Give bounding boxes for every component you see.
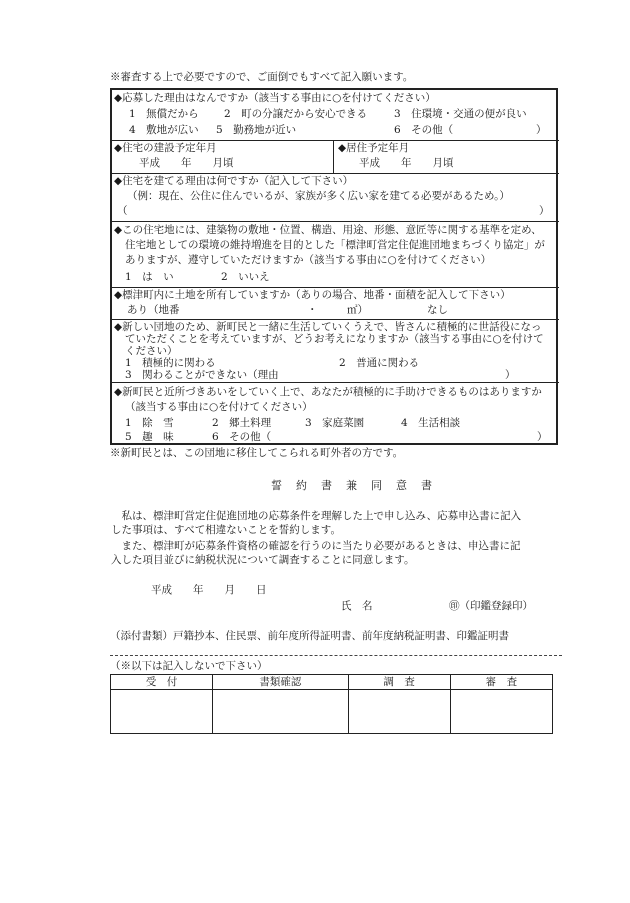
reason-option-5[interactable]: 5 勤務地が近い (216, 124, 297, 136)
community-section (111, 319, 559, 383)
oath-date[interactable]: 平成 年 月 日 (151, 584, 267, 596)
move-schedule-label: ◆居住予定年月 (338, 142, 410, 154)
neighbors-line-2: （該当する事由に○を付けてください） (125, 401, 313, 413)
build-reason-close: ） (539, 205, 550, 217)
office-cell-reception (111, 690, 213, 734)
oath-paragraph-2-line-2: 入した項目並びに納税状況について調査することに同意します。 (111, 554, 415, 566)
office-use-note: （※以下は記入しないで下さい） (110, 660, 268, 672)
community-option-3-close: ） (505, 369, 516, 381)
neighbors-option-3[interactable]: 3 家庭菜園 (305, 417, 365, 429)
office-cell-review (450, 690, 552, 734)
land-section (111, 287, 559, 320)
neighbors-option-2[interactable]: 2 郷土料理 (212, 417, 272, 429)
seal-label: ㊞（印鑑登録印） (449, 600, 533, 612)
neighbors-line-1: ◆新町民と近所づきあいをしていく上で、あなたが積極的に手助けできるものはありますか (114, 386, 542, 398)
schedule-divider (333, 140, 334, 173)
reason-question: ◆応募した理由はなんですか（該当する事由に○を付けてください） (114, 92, 436, 104)
office-header-document-check: 書類確認 (213, 675, 348, 690)
land-question: ◆標津町内に土地を所有していますか（ありの場合、地番・面積を記入して下さい） (114, 289, 511, 301)
office-cell-investigation (348, 690, 450, 734)
office-header-review: 審 査 (450, 675, 552, 690)
agreement-section (111, 221, 559, 288)
attachments-list: （添付書類）戸籍抄本、住民票、前年度所得証明書、前年度納税証明書、印鑑証明書 (110, 630, 509, 642)
reason-option-6-close: ） (536, 124, 547, 136)
agreement-no[interactable]: 2 いいえ (221, 271, 270, 283)
build-schedule-date[interactable]: 平成 年 月頃 (139, 157, 234, 169)
reason-option-6[interactable]: 6 その他（ (394, 124, 454, 136)
land-no[interactable]: なし (427, 304, 448, 316)
reason-section (111, 90, 559, 141)
agreement-line-1: ◆この住宅地には、建築物の敷地・位置、構造、用途、形態、意匠等に関する基準を定め、 (114, 224, 542, 236)
build-schedule-label: ◆住宅の建設予定年月 (114, 142, 217, 154)
office-header-reception: 受 付 (111, 675, 213, 690)
reason-option-2[interactable]: 2 町の分譲だから安心できる (224, 108, 368, 120)
neighbors-option-6-close: ） (537, 431, 548, 443)
community-option-3[interactable]: 3 関わることができない（理由 (125, 369, 279, 381)
community-option-1[interactable]: 1 積極的に関わる (125, 357, 216, 369)
office-use-table (110, 674, 553, 734)
build-reason-section (111, 173, 559, 222)
oath-paragraph-2-line-1: また、標津町が応募条件資格の確認を行うのに当たり必要があるときは、申込書に記 (111, 540, 521, 552)
agreement-line-2: 住宅地としての環境の維持増進を目的とした「標津町営定住促進団地まちづくり協定」が (125, 239, 545, 251)
build-reason-example: （例：現在、公住に住んでいるが、家族が多く広い家を建てる必要があるため。） (127, 190, 510, 202)
land-separator: ・ (307, 304, 318, 316)
neighbors-option-5[interactable]: 5 趣 味 (125, 431, 174, 443)
agreement-line-3: ありますが、遵守していただけますか（該当する事由に○を付けてください） (125, 254, 492, 266)
neighbors-option-4[interactable]: 4 生活相談 (401, 417, 461, 429)
signature-name-label: 氏 名 (341, 600, 373, 612)
move-schedule-date[interactable]: 平成 年 月頃 (359, 157, 454, 169)
cut-line (110, 655, 562, 656)
oath-paragraph-1-line-2: した事項は、すべて相違ないことを誓約します。 (111, 524, 341, 536)
community-line-1: ◆新しい団地のため、新町民と一緒に生活していくうえで、皆さんに積極的に世話役になっ (114, 321, 542, 333)
community-line-2: ていただくことを考えていますが、どうお考えになりますか（該当する事由に○を付けて (125, 333, 544, 345)
neighbors-section (111, 382, 559, 443)
reason-option-3[interactable]: 3 住環境・交通の便が良い (394, 108, 527, 120)
build-reason-question: ◆住宅を建てる理由は何ですか（記入して下さい） (114, 175, 354, 187)
office-header-investigation: 調 査 (348, 675, 450, 690)
instruction-note: ※審査する上で必要ですので、ご面倒でもすべて記入願います。 (110, 71, 414, 83)
oath-paragraph-1-line-1: 私は、標津町営定住促進団地の応募条件を理解した上で申し込み、応募申込書に記入 (111, 510, 522, 522)
community-line-3: ください） (125, 345, 178, 357)
office-cell-document-check (213, 690, 348, 734)
neighbors-option-6[interactable]: 6 その他（ (212, 431, 272, 443)
land-area-unit: ㎡） (347, 304, 368, 316)
build-reason-open[interactable]: （ (117, 205, 128, 217)
oath-title: 誓約書兼同意書 (271, 479, 446, 492)
reason-option-1[interactable]: 1 無償だから (129, 108, 199, 120)
neighbors-option-1[interactable]: 1 除 雪 (125, 417, 174, 429)
schedule-section (111, 140, 559, 174)
land-yes[interactable]: あり（地番 (127, 304, 180, 316)
community-option-2[interactable]: 2 普通に関わる (339, 357, 420, 369)
newcomer-note: ※新町民とは、この団地に移住してこられる町外者の方です。 (110, 447, 404, 459)
reason-option-4[interactable]: 4 敷地が広い (129, 124, 199, 136)
agreement-yes[interactable]: 1 は い (125, 271, 174, 283)
